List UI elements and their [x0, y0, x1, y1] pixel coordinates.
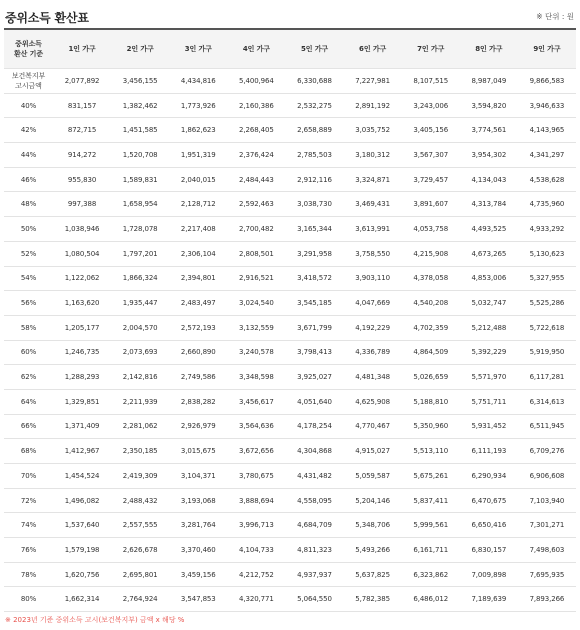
table-cell: 2,376,424: [227, 143, 285, 168]
row-header-line1: 52%: [20, 249, 37, 258]
table-cell: 1,773,926: [169, 93, 227, 118]
page-title: 중위소득 환산표: [5, 11, 89, 25]
table-cell: 4,702,359: [402, 315, 460, 340]
unit-note: ※ 단위 : 원: [536, 12, 574, 21]
table-cell: 4,341,297: [518, 143, 576, 168]
table-cell: 3,035,752: [344, 118, 402, 143]
table-cell: 6,486,012: [402, 587, 460, 612]
table-cell: 3,104,371: [169, 464, 227, 489]
table-cell: 5,400,964: [227, 69, 285, 94]
table-cell: 4,625,908: [344, 389, 402, 414]
table-cell: 3,925,027: [285, 365, 343, 390]
table-cell: 7,695,935: [518, 562, 576, 587]
column-header: 6인 가구: [344, 29, 402, 69]
table-cell: 6,314,613: [518, 389, 576, 414]
table-cell: 3,564,636: [227, 414, 285, 439]
table-cell: 4,378,058: [402, 266, 460, 291]
table-cell: 2,128,712: [169, 192, 227, 217]
table-cell: 5,348,706: [344, 513, 402, 538]
table-cell: 3,348,598: [227, 365, 285, 390]
table-cell: 5,837,411: [402, 488, 460, 513]
table-cell: 4,481,348: [344, 365, 402, 390]
row-header-line1: 68%: [20, 447, 37, 456]
table-cell: 4,933,292: [518, 217, 576, 242]
table-cell: 831,157: [53, 93, 111, 118]
table-cell: 3,903,110: [344, 266, 402, 291]
table-cell: 4,104,733: [227, 538, 285, 563]
row-header-line1: 62%: [20, 373, 37, 382]
table-cell: 3,888,694: [227, 488, 285, 513]
row-header-line2: 고시금액: [15, 81, 42, 90]
row-header-line1: 44%: [20, 150, 37, 159]
table-cell: 6,650,416: [460, 513, 518, 538]
table-cell: 2,916,521: [227, 266, 285, 291]
row-header-line1: 66%: [20, 422, 37, 431]
table-cell: 9,866,583: [518, 69, 576, 94]
row-header-line1: 76%: [20, 545, 37, 554]
table-cell: 5,026,659: [402, 365, 460, 390]
table-cell: 1,797,201: [111, 241, 169, 266]
table-cell: 3,946,633: [518, 93, 576, 118]
table-cell: 3,567,307: [402, 143, 460, 168]
table-cell: 2,268,405: [227, 118, 285, 143]
table-cell: 2,926,979: [169, 414, 227, 439]
table-cell: 3,180,312: [344, 143, 402, 168]
table-cell: 1,862,623: [169, 118, 227, 143]
table-cell: 4,431,482: [285, 464, 343, 489]
row-header: [4, 315, 53, 340]
table-cell: 5,064,550: [285, 587, 343, 612]
table-row: [4, 587, 576, 612]
table-cell: 2,419,309: [111, 464, 169, 489]
table-cell: 4,134,043: [460, 167, 518, 192]
table-cell: 5,350,960: [402, 414, 460, 439]
table-cell: 3,459,156: [169, 562, 227, 587]
table-cell: 4,143,965: [518, 118, 576, 143]
row-header-line1: 72%: [20, 496, 37, 505]
row-header-line1: 54%: [20, 274, 37, 283]
row-header-line1: 42%: [20, 126, 37, 135]
table-row: [4, 513, 576, 538]
table-cell: 2,660,890: [169, 340, 227, 365]
table-cell: 4,538,628: [518, 167, 576, 192]
table-cell: 5,059,587: [344, 464, 402, 489]
table-cell: 872,715: [53, 118, 111, 143]
table-row: [4, 439, 576, 464]
table-cell: 1,122,062: [53, 266, 111, 291]
table-header-row: [4, 29, 576, 69]
table-cell: 4,178,254: [285, 414, 343, 439]
table-cell: 4,853,006: [460, 266, 518, 291]
table-cell: 1,951,319: [169, 143, 227, 168]
table-cell: 4,673,265: [460, 241, 518, 266]
table-cell: 3,774,561: [460, 118, 518, 143]
table-row: [4, 291, 576, 316]
row-header: [4, 217, 53, 242]
table-cell: 955,830: [53, 167, 111, 192]
table-cell: 4,192,229: [344, 315, 402, 340]
table-cell: 2,211,939: [111, 389, 169, 414]
table-cell: 1,620,756: [53, 562, 111, 587]
table-cell: 4,047,669: [344, 291, 402, 316]
table-cell: 3,165,344: [285, 217, 343, 242]
table-cell: 1,520,708: [111, 143, 169, 168]
table-cell: 3,281,764: [169, 513, 227, 538]
corner-header: [4, 29, 53, 69]
table-cell: 6,470,675: [460, 488, 518, 513]
table-cell: 2,695,801: [111, 562, 169, 587]
column-header: 7인 가구: [402, 29, 460, 69]
table-row: [4, 69, 576, 94]
table-cell: 3,545,185: [285, 291, 343, 316]
table-row: [4, 118, 576, 143]
table-cell: 5,782,385: [344, 587, 402, 612]
table-row: [4, 315, 576, 340]
table-cell: 5,188,810: [402, 389, 460, 414]
table-cell: 4,811,323: [285, 538, 343, 563]
table-cell: 6,709,276: [518, 439, 576, 464]
table-row: [4, 562, 576, 587]
table-cell: 2,626,678: [111, 538, 169, 563]
table-cell: 1,371,409: [53, 414, 111, 439]
row-header: [4, 340, 53, 365]
table-cell: 3,015,675: [169, 439, 227, 464]
table-cell: 1,537,640: [53, 513, 111, 538]
table-cell: 2,077,892: [53, 69, 111, 94]
column-header: 2인 가구: [111, 29, 169, 69]
table-cell: 1,038,946: [53, 217, 111, 242]
table-cell: 3,370,460: [169, 538, 227, 563]
table-cell: 7,103,940: [518, 488, 576, 513]
table-cell: 1,579,198: [53, 538, 111, 563]
table-cell: 3,671,799: [285, 315, 343, 340]
table-cell: 1,080,504: [53, 241, 111, 266]
table-cell: 5,919,950: [518, 340, 576, 365]
table-cell: 2,592,463: [227, 192, 285, 217]
table-cell: 1,288,293: [53, 365, 111, 390]
table-row: [4, 266, 576, 291]
table-cell: 6,161,711: [402, 538, 460, 563]
table-cell: 5,212,488: [460, 315, 518, 340]
table-cell: 3,594,820: [460, 93, 518, 118]
table-row: [4, 217, 576, 242]
row-header: [4, 118, 53, 143]
row-header-line1: 70%: [20, 471, 37, 480]
table-cell: 1,662,314: [53, 587, 111, 612]
table-cell: 5,751,711: [460, 389, 518, 414]
row-header-line1: 78%: [20, 570, 37, 579]
table-row: [4, 365, 576, 390]
table-row: [4, 389, 576, 414]
table-row: [4, 464, 576, 489]
table-cell: 1,728,078: [111, 217, 169, 242]
table-cell: 5,032,747: [460, 291, 518, 316]
table-cell: 914,272: [53, 143, 111, 168]
table-cell: 2,808,501: [227, 241, 285, 266]
row-header-line1: 40%: [20, 101, 37, 110]
table-cell: 2,350,185: [111, 439, 169, 464]
table-cell: 1,205,177: [53, 315, 111, 340]
table-cell: 1,866,324: [111, 266, 169, 291]
table-cell: 1,246,735: [53, 340, 111, 365]
table-cell: 8,107,515: [402, 69, 460, 94]
row-header: [4, 266, 53, 291]
table-cell: 4,540,208: [402, 291, 460, 316]
table-cell: 2,785,503: [285, 143, 343, 168]
table-cell: 3,996,713: [227, 513, 285, 538]
table-cell: 1,412,967: [53, 439, 111, 464]
table-cell: 4,215,908: [402, 241, 460, 266]
row-header: [4, 389, 53, 414]
table-cell: 1,163,620: [53, 291, 111, 316]
table-cell: 2,394,801: [169, 266, 227, 291]
column-header: 3인 가구: [169, 29, 227, 69]
table-cell: 2,306,104: [169, 241, 227, 266]
row-header-line1: 58%: [20, 323, 37, 332]
table-cell: 3,240,578: [227, 340, 285, 365]
table-cell: 6,323,862: [402, 562, 460, 587]
table-body: [4, 69, 576, 612]
table-cell: 3,038,730: [285, 192, 343, 217]
table-cell: 7,893,266: [518, 587, 576, 612]
table-cell: 4,051,640: [285, 389, 343, 414]
table-cell: 3,024,540: [227, 291, 285, 316]
table-cell: 7,227,981: [344, 69, 402, 94]
table-cell: 2,891,192: [344, 93, 402, 118]
table-cell: 3,758,550: [344, 241, 402, 266]
table-row: [4, 538, 576, 563]
table-cell: 4,770,467: [344, 414, 402, 439]
table-cell: 6,290,934: [460, 464, 518, 489]
median-income-table: [4, 28, 576, 612]
table-cell: 2,572,193: [169, 315, 227, 340]
table-cell: 7,189,639: [460, 587, 518, 612]
table-cell: 7,498,603: [518, 538, 576, 563]
row-header-line1: 56%: [20, 299, 37, 308]
table-cell: 3,132,559: [227, 315, 285, 340]
row-header: [4, 69, 53, 94]
table-cell: 4,493,525: [460, 217, 518, 242]
table-cell: 2,484,443: [227, 167, 285, 192]
row-header: [4, 241, 53, 266]
row-header: [4, 587, 53, 612]
table-cell: 4,558,095: [285, 488, 343, 513]
table-cell: 1,658,954: [111, 192, 169, 217]
table-cell: 3,469,431: [344, 192, 402, 217]
table-cell: 2,483,497: [169, 291, 227, 316]
table-cell: 4,864,509: [402, 340, 460, 365]
table-cell: 2,912,116: [285, 167, 343, 192]
row-header: [4, 143, 53, 168]
column-header: 5인 가구: [285, 29, 343, 69]
table-cell: 5,637,825: [344, 562, 402, 587]
column-header: 9인 가구: [518, 29, 576, 69]
table-cell: 3,405,156: [402, 118, 460, 143]
table-cell: 3,954,302: [460, 143, 518, 168]
table-cell: 5,525,286: [518, 291, 576, 316]
table-cell: 2,160,386: [227, 93, 285, 118]
table-cell: 5,999,561: [402, 513, 460, 538]
column-header: 4인 가구: [227, 29, 285, 69]
row-header: [4, 167, 53, 192]
table-cell: 1,496,082: [53, 488, 111, 513]
row-header: [4, 365, 53, 390]
row-header: [4, 513, 53, 538]
table-cell: 2,281,062: [111, 414, 169, 439]
table-cell: 4,336,789: [344, 340, 402, 365]
table-cell: 1,451,585: [111, 118, 169, 143]
table-cell: 1,935,447: [111, 291, 169, 316]
table-cell: 3,729,457: [402, 167, 460, 192]
table-row: [4, 340, 576, 365]
table-cell: 4,937,937: [285, 562, 343, 587]
column-header: 8인 가구: [460, 29, 518, 69]
table-cell: 3,243,006: [402, 93, 460, 118]
table-row: [4, 241, 576, 266]
table-cell: 1,589,831: [111, 167, 169, 192]
table-cell: 6,906,608: [518, 464, 576, 489]
table-cell: 7,301,271: [518, 513, 576, 538]
table-row: [4, 488, 576, 513]
table-cell: 2,073,693: [111, 340, 169, 365]
table-cell: 1,382,462: [111, 93, 169, 118]
table-cell: 3,324,871: [344, 167, 402, 192]
table-cell: 2,700,482: [227, 217, 285, 242]
table-cell: 6,117,281: [518, 365, 576, 390]
table-cell: 5,493,266: [344, 538, 402, 563]
table-row: [4, 93, 576, 118]
table-cell: 2,142,816: [111, 365, 169, 390]
table-cell: 2,040,015: [169, 167, 227, 192]
table-cell: 3,780,675: [227, 464, 285, 489]
row-header: [4, 439, 53, 464]
table-cell: 7,009,898: [460, 562, 518, 587]
table-cell: 3,456,617: [227, 389, 285, 414]
row-header-line1: 46%: [20, 175, 37, 184]
table-cell: 2,764,924: [111, 587, 169, 612]
row-header-line1: 80%: [20, 595, 37, 604]
row-header: [4, 464, 53, 489]
table-cell: 2,838,282: [169, 389, 227, 414]
table-cell: 5,327,955: [518, 266, 576, 291]
table-cell: 4,212,752: [227, 562, 285, 587]
table-cell: 4,735,960: [518, 192, 576, 217]
table-cell: 3,456,155: [111, 69, 169, 94]
table-row: [4, 414, 576, 439]
footnote: ※ 2023년 기준 중위소득 고시(보건복지부) 금액 x 해당 %: [5, 616, 185, 624]
table-cell: 3,798,413: [285, 340, 343, 365]
table-cell: 3,547,853: [169, 587, 227, 612]
table-cell: 3,891,607: [402, 192, 460, 217]
table-row: [4, 167, 576, 192]
table-cell: 5,675,261: [402, 464, 460, 489]
table-cell: 5,931,452: [460, 414, 518, 439]
table-cell: 2,488,432: [111, 488, 169, 513]
table-cell: 6,111,193: [460, 439, 518, 464]
table-cell: 5,204,146: [344, 488, 402, 513]
row-header-line1: 보건복지부: [11, 71, 46, 80]
table-cell: 6,330,688: [285, 69, 343, 94]
column-header: 1인 가구: [53, 29, 111, 69]
table-cell: 2,217,408: [169, 217, 227, 242]
corner-header-line2: 환산 기준: [14, 50, 43, 58]
row-header-line1: 48%: [20, 200, 37, 209]
table-cell: 3,613,991: [344, 217, 402, 242]
row-header: [4, 562, 53, 587]
row-header-line1: 64%: [20, 397, 37, 406]
table-cell: 2,004,570: [111, 315, 169, 340]
table-cell: 3,193,068: [169, 488, 227, 513]
table-cell: 2,557,555: [111, 513, 169, 538]
table-cell: 6,830,157: [460, 538, 518, 563]
table-cell: 3,291,958: [285, 241, 343, 266]
table-cell: 5,392,229: [460, 340, 518, 365]
table-cell: 5,722,618: [518, 315, 576, 340]
table-cell: 2,658,889: [285, 118, 343, 143]
row-header: [4, 192, 53, 217]
table-cell: 4,434,816: [169, 69, 227, 94]
row-header: [4, 538, 53, 563]
table-cell: 4,684,709: [285, 513, 343, 538]
table-row: [4, 143, 576, 168]
row-header: [4, 93, 53, 118]
table-row: [4, 192, 576, 217]
row-header-line1: 60%: [20, 348, 37, 357]
row-header: [4, 291, 53, 316]
table-cell: 4,304,868: [285, 439, 343, 464]
table-cell: 997,388: [53, 192, 111, 217]
table-cell: 4,053,758: [402, 217, 460, 242]
corner-header-line1: 중위소득: [15, 40, 42, 48]
table-cell: 5,571,970: [460, 365, 518, 390]
table-cell: 1,329,851: [53, 389, 111, 414]
table-cell: 3,418,572: [285, 266, 343, 291]
table-cell: 8,987,049: [460, 69, 518, 94]
table-cell: 2,532,275: [285, 93, 343, 118]
table-cell: 4,313,784: [460, 192, 518, 217]
table-cell: 1,454,524: [53, 464, 111, 489]
table-cell: 3,672,656: [227, 439, 285, 464]
table-cell: 5,513,110: [402, 439, 460, 464]
row-header-line1: 74%: [20, 521, 37, 530]
table-cell: 5,130,623: [518, 241, 576, 266]
table-cell: 6,511,945: [518, 414, 576, 439]
table-cell: 2,749,586: [169, 365, 227, 390]
table-cell: 4,915,027: [344, 439, 402, 464]
row-header: [4, 488, 53, 513]
row-header: [4, 414, 53, 439]
table-cell: 4,320,771: [227, 587, 285, 612]
row-header-line1: 50%: [20, 224, 37, 233]
